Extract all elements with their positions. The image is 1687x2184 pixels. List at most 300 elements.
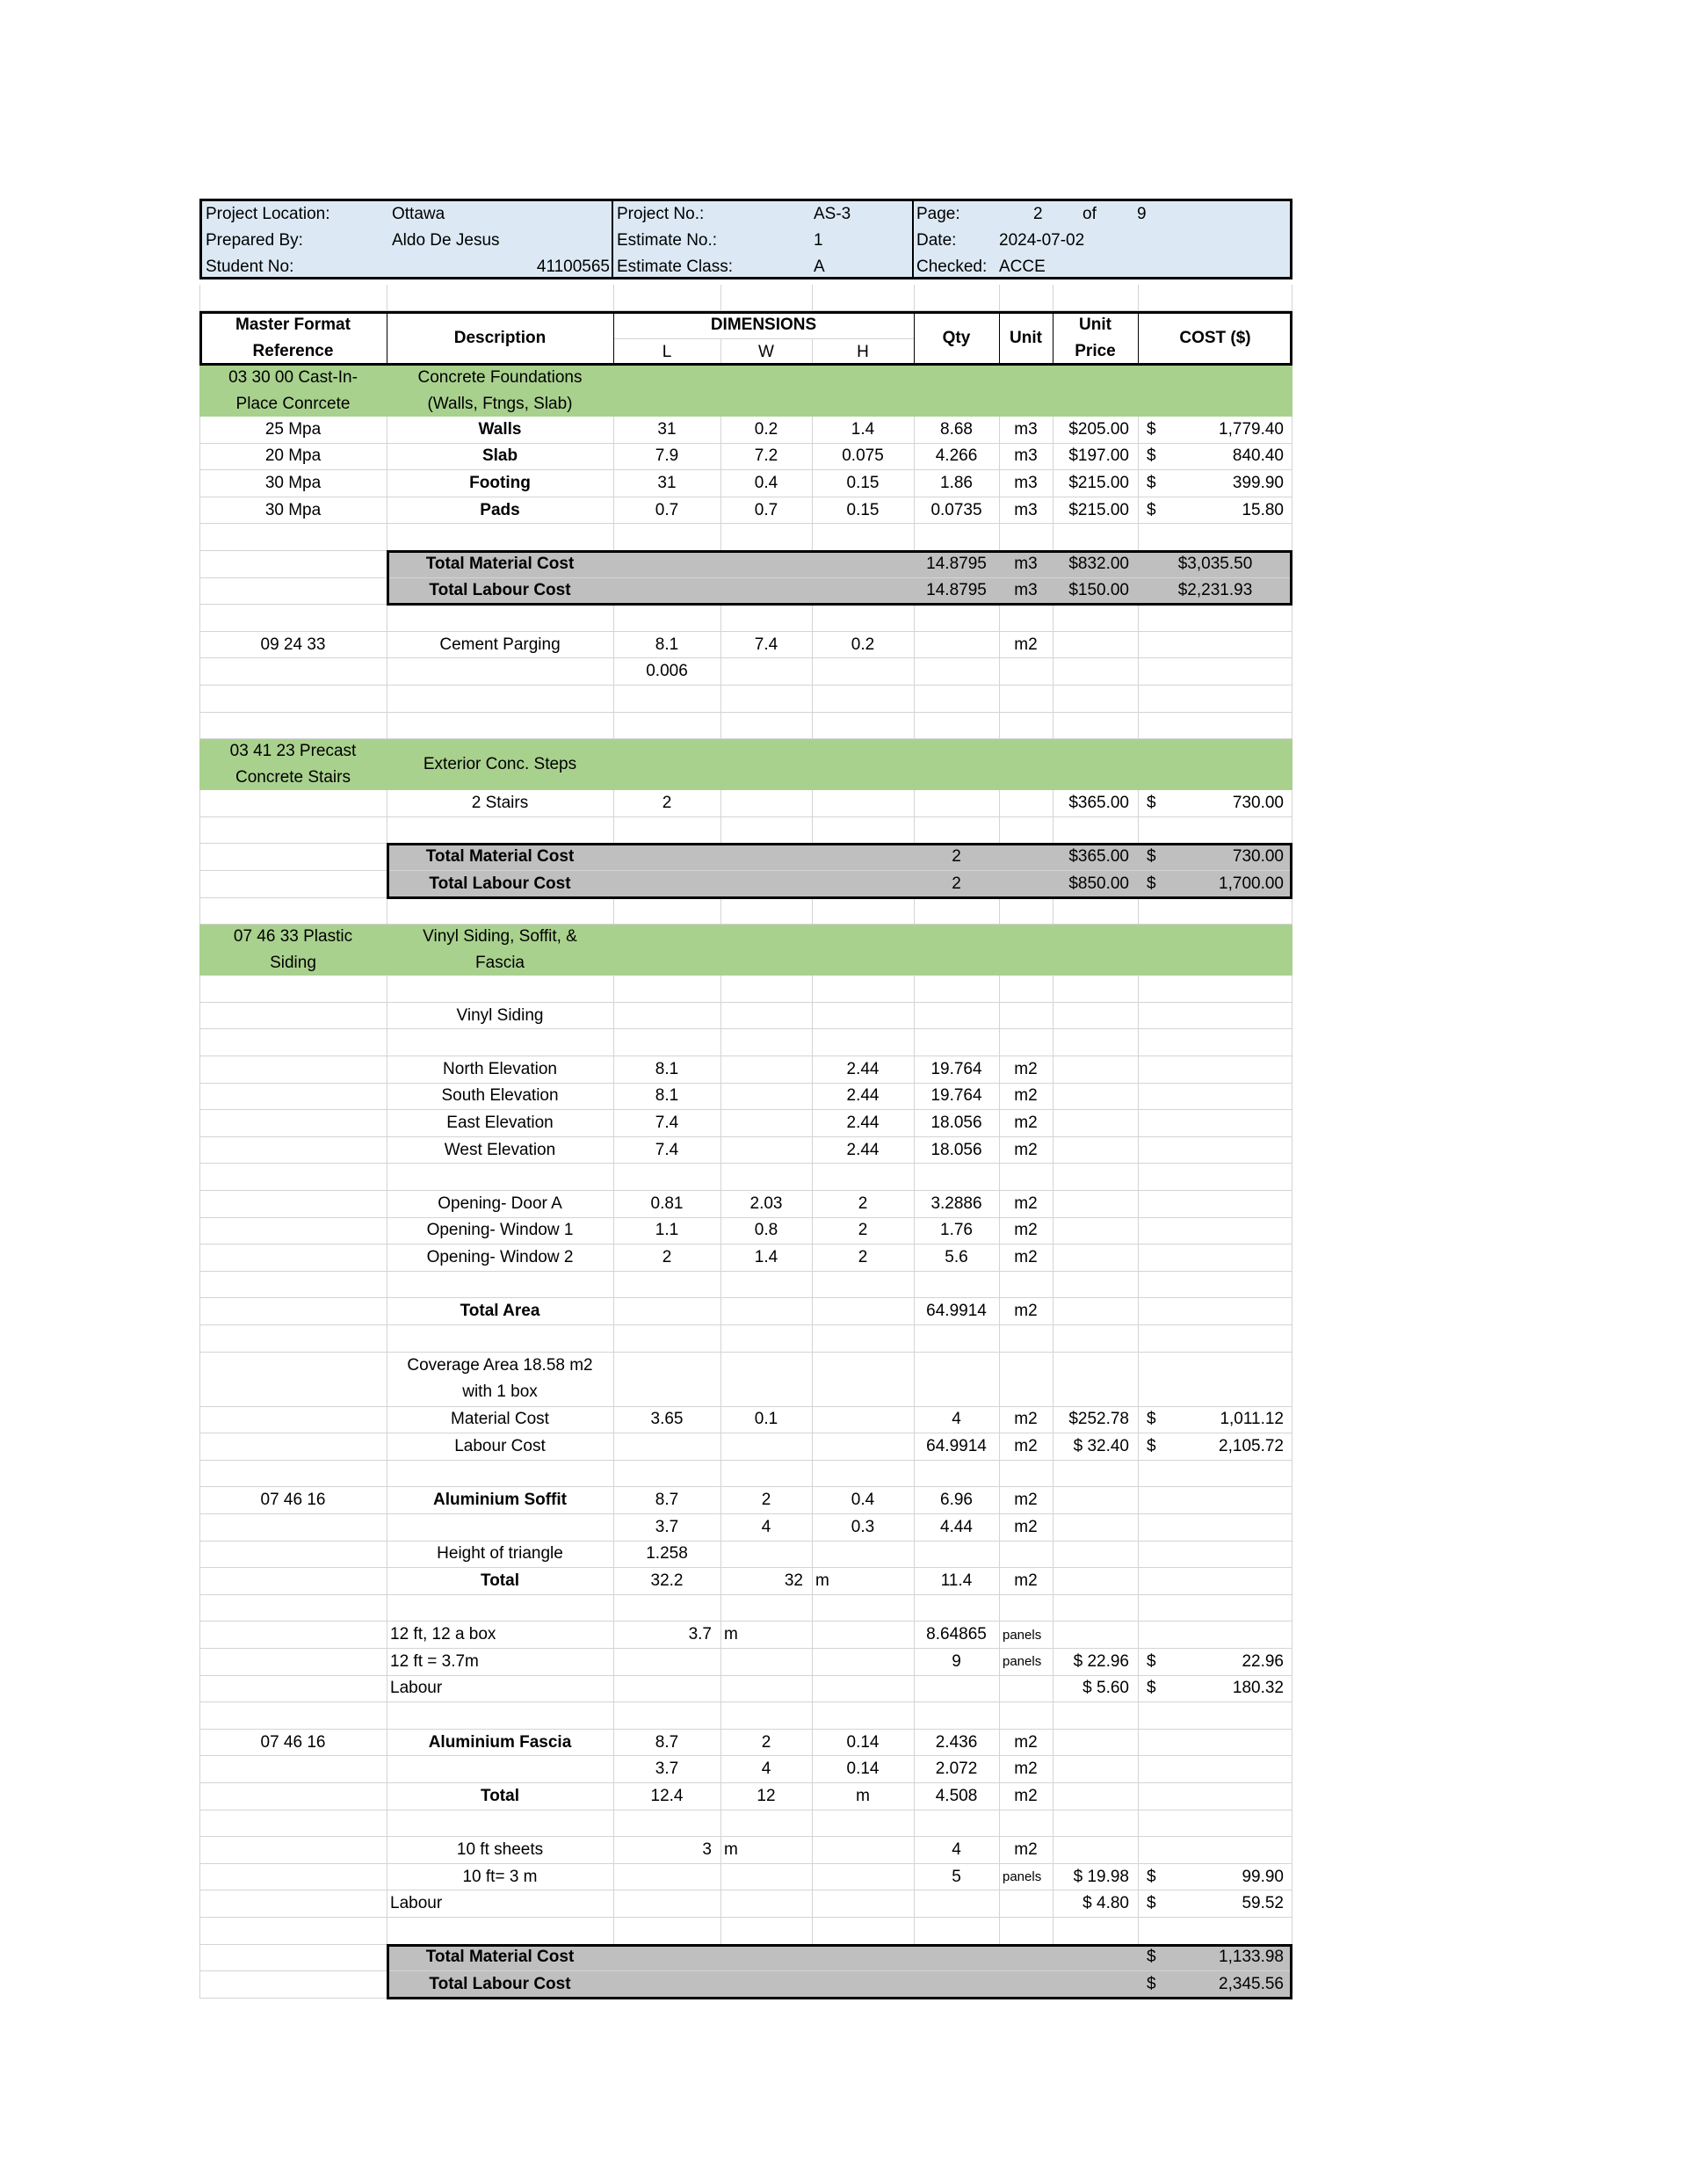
qty: 8.68 bbox=[940, 419, 973, 439]
page-of: of bbox=[1082, 205, 1097, 223]
unit: m2 bbox=[1014, 1436, 1038, 1455]
cost-value: 1,700.00 bbox=[1219, 874, 1284, 893]
col-unit-price-line1: Unit bbox=[1079, 316, 1111, 334]
dim-h: 0.15 bbox=[846, 473, 880, 492]
unit: m3 bbox=[1014, 554, 1038, 573]
dim-l: 3.65 bbox=[650, 1410, 684, 1429]
qty: 1.86 bbox=[940, 473, 973, 492]
unit: m2 bbox=[1014, 1839, 1038, 1859]
checked-by: ACCE bbox=[999, 258, 1046, 276]
unit: m2 bbox=[1014, 1760, 1038, 1779]
dim-h: 2 bbox=[858, 1247, 868, 1266]
dim-l: 8.7 bbox=[655, 1491, 679, 1510]
cost-value: 1,011.12 bbox=[1220, 1410, 1284, 1429]
cost-currency: $ bbox=[1147, 473, 1156, 492]
table-row bbox=[199, 1191, 1292, 1218]
master-format-ref: 20 Mpa bbox=[264, 446, 322, 466]
cost-currency: $ bbox=[1147, 1410, 1156, 1429]
dim-h: 0.075 bbox=[842, 446, 884, 466]
dim-l: 0.7 bbox=[655, 500, 679, 519]
dim-h: 1.4 bbox=[851, 419, 875, 439]
cost-currency: $ bbox=[1147, 1894, 1156, 1913]
cost-value: 15.80 bbox=[1242, 500, 1284, 519]
project-header bbox=[199, 199, 1292, 279]
master-format-ref: 25 Mpa bbox=[264, 419, 322, 439]
qty: 4.266 bbox=[935, 446, 978, 466]
col-dimensions: DIMENSIONS bbox=[710, 315, 817, 334]
description: South Elevation bbox=[441, 1086, 559, 1106]
total-row bbox=[199, 1945, 1292, 1972]
dim-l: 3.7 bbox=[655, 1517, 679, 1536]
table-row bbox=[199, 1487, 1292, 1514]
dim-w: 0.8 bbox=[754, 1221, 778, 1240]
dim-w: 2.03 bbox=[749, 1194, 783, 1213]
cost-value: 2,105.72 bbox=[1219, 1436, 1284, 1455]
table-row bbox=[199, 1244, 1292, 1272]
table-row bbox=[199, 1542, 1292, 1569]
project-no-label: Project No.: bbox=[617, 205, 705, 223]
total-row bbox=[199, 844, 1292, 871]
unit: m3 bbox=[1014, 581, 1038, 600]
page-total: 9 bbox=[1137, 205, 1147, 223]
student-no: 41100565 bbox=[536, 258, 610, 276]
cost-value: $3,035.50 bbox=[1177, 554, 1253, 573]
table-row bbox=[199, 1702, 1292, 1730]
description: East Elevation bbox=[446, 1113, 554, 1132]
table-row bbox=[199, 1353, 1292, 1407]
description: Total Material Cost bbox=[425, 1948, 575, 1967]
header-divider bbox=[612, 201, 613, 277]
description: 12 ft, 12 a box bbox=[390, 1625, 496, 1644]
table-row bbox=[199, 1730, 1292, 1757]
master-format-ref: 03 41 23 Precast Concrete Stairs bbox=[229, 741, 357, 787]
unit-price: $365.00 bbox=[1068, 847, 1129, 867]
dim-h: 0.2 bbox=[851, 635, 875, 654]
table-row bbox=[199, 1003, 1292, 1030]
unit: m3 bbox=[1014, 473, 1038, 492]
dim-h: 2.44 bbox=[846, 1086, 880, 1106]
qty: 64.9914 bbox=[926, 1436, 987, 1455]
description: Concrete Foundations (Walls, Ftngs, Slab) bbox=[417, 367, 583, 413]
qty: 4.44 bbox=[940, 1517, 973, 1536]
description: Aluminium Soffit bbox=[433, 1491, 567, 1510]
description: Height of triangle bbox=[437, 1544, 563, 1564]
dim-w: 0.7 bbox=[754, 500, 778, 519]
description: Total Area bbox=[460, 1302, 540, 1321]
total-row bbox=[199, 871, 1292, 898]
table-row bbox=[199, 1783, 1292, 1810]
description: Material Cost bbox=[451, 1410, 549, 1429]
description: Pads bbox=[480, 500, 520, 519]
unit: m2 bbox=[1014, 635, 1038, 654]
dim-l: 8.1 bbox=[655, 1059, 679, 1078]
dim-w: 7.2 bbox=[754, 446, 778, 466]
dim-w: 2 bbox=[761, 1491, 771, 1510]
date: 2024-07-02 bbox=[999, 231, 1085, 250]
dim-l: 32.2 bbox=[650, 1571, 684, 1590]
master-format-ref: 30 Mpa bbox=[264, 473, 322, 492]
description: Coverage Area 18.58 m2 with 1 box bbox=[407, 1356, 593, 1402]
estimate-class-label: Estimate Class: bbox=[617, 258, 733, 276]
qty: 6.96 bbox=[940, 1491, 973, 1510]
table-row bbox=[199, 497, 1292, 525]
dim-l: 7.4 bbox=[655, 1140, 679, 1159]
cost-currency: $ bbox=[1147, 419, 1156, 439]
description: Total Labour Cost bbox=[429, 581, 571, 600]
unit-price: $197.00 bbox=[1068, 446, 1129, 466]
unit-price: $215.00 bbox=[1068, 500, 1129, 519]
qty: 2.436 bbox=[935, 1732, 978, 1752]
dim-w: 2 bbox=[761, 1732, 771, 1752]
description: Vinyl Siding bbox=[456, 1005, 544, 1025]
description: Opening- Door A bbox=[438, 1194, 562, 1213]
table-row bbox=[199, 1837, 1292, 1864]
dim-l: 8.1 bbox=[655, 1086, 679, 1106]
estimate-table bbox=[199, 285, 1292, 1999]
cost-currency: $ bbox=[1147, 1867, 1156, 1886]
unit-price: $365.00 bbox=[1068, 793, 1129, 812]
unit-price: $215.00 bbox=[1068, 473, 1129, 492]
dim-w: 0.1 bbox=[754, 1410, 778, 1429]
description: Labour bbox=[390, 1894, 443, 1913]
prepared-by-label: Prepared By: bbox=[206, 231, 303, 250]
table-row bbox=[199, 658, 1292, 686]
dim-w: 32 bbox=[784, 1571, 803, 1590]
qty: 4 bbox=[952, 1410, 961, 1429]
unit-price: $ 5.60 bbox=[1082, 1679, 1129, 1698]
total-row bbox=[199, 578, 1292, 606]
unit: m2 bbox=[1014, 1140, 1038, 1159]
dim-l: 7.4 bbox=[655, 1113, 679, 1132]
table-row bbox=[199, 1056, 1292, 1084]
description: Aluminium Fascia bbox=[428, 1732, 572, 1752]
col-cost: COST ($) bbox=[1179, 329, 1251, 347]
table-row bbox=[199, 1272, 1292, 1299]
dim-h: 0.14 bbox=[846, 1732, 880, 1752]
cost-value: 399.90 bbox=[1232, 473, 1284, 492]
description: Labour bbox=[390, 1679, 443, 1698]
unit-price: $ 22.96 bbox=[1073, 1651, 1129, 1671]
cost-value: 59.52 bbox=[1242, 1894, 1284, 1913]
dim-h: 2 bbox=[858, 1194, 868, 1213]
qty: 14.8795 bbox=[926, 581, 987, 600]
cost-currency: $ bbox=[1147, 446, 1156, 466]
col-l: L bbox=[662, 342, 672, 361]
unit: m2 bbox=[1014, 1194, 1038, 1213]
description: Opening- Window 1 bbox=[426, 1221, 574, 1240]
description: Total Labour Cost bbox=[429, 874, 571, 893]
dim-l: 31 bbox=[657, 473, 677, 492]
table-row bbox=[199, 1164, 1292, 1191]
unit-price: $ 19.98 bbox=[1073, 1867, 1129, 1886]
table-row bbox=[199, 605, 1292, 632]
description: 10 ft sheets bbox=[456, 1839, 544, 1859]
prepared-by: Aldo De Jesus bbox=[392, 231, 500, 250]
col-unit-price-line2: Price bbox=[1075, 342, 1116, 360]
dim-l: 2 bbox=[662, 793, 672, 812]
unit-price: $205.00 bbox=[1068, 419, 1129, 439]
unit: m3 bbox=[1014, 500, 1038, 519]
cost-currency: $ bbox=[1147, 1436, 1156, 1455]
estimate-no-label: Estimate No.: bbox=[617, 231, 718, 250]
cost-value: 730.00 bbox=[1232, 793, 1284, 812]
dim-w-unit: m bbox=[724, 1625, 738, 1644]
unit: panels bbox=[1003, 1627, 1042, 1643]
dim-w: 1.4 bbox=[754, 1247, 778, 1266]
column-header bbox=[199, 311, 1292, 366]
unit: m2 bbox=[1014, 1491, 1038, 1510]
col-unit-price bbox=[1053, 311, 1138, 366]
col-description: Description bbox=[453, 329, 547, 347]
table-row bbox=[199, 790, 1292, 817]
table-row bbox=[199, 686, 1292, 713]
table-row bbox=[199, 285, 1292, 311]
dim-l: 12.4 bbox=[650, 1786, 684, 1805]
col-master-format-line2: Reference bbox=[252, 342, 334, 360]
qty: 19.764 bbox=[930, 1059, 982, 1078]
dim-w: 4 bbox=[761, 1760, 771, 1779]
page-number: 2 bbox=[1033, 205, 1043, 223]
section-header-row bbox=[199, 739, 1292, 790]
master-format-ref: 07 46 33 Plastic Siding bbox=[233, 926, 353, 972]
description: 2 Stairs bbox=[471, 793, 529, 812]
table-row bbox=[199, 1325, 1292, 1353]
dim-h: 0.14 bbox=[846, 1760, 880, 1779]
project-no: AS-3 bbox=[814, 205, 851, 223]
dim-l: 1.258 bbox=[646, 1544, 688, 1564]
cost-currency: $ bbox=[1147, 1948, 1156, 1967]
table-row bbox=[199, 1137, 1292, 1165]
table-row bbox=[199, 1622, 1292, 1649]
cost-value: 180.32 bbox=[1232, 1679, 1284, 1698]
cost-currency: $ bbox=[1147, 793, 1156, 812]
cost-value: 1,779.40 bbox=[1219, 419, 1284, 439]
qty: 11.4 bbox=[940, 1571, 973, 1590]
project-location-label: Project Location: bbox=[206, 205, 330, 223]
table-row bbox=[199, 1084, 1292, 1111]
master-format-ref: 09 24 33 bbox=[260, 635, 326, 654]
page-label: Page: bbox=[916, 205, 960, 223]
cost-value: 840.40 bbox=[1232, 446, 1284, 466]
table-row bbox=[199, 417, 1292, 444]
description: Total Labour Cost bbox=[429, 1974, 571, 1993]
dim-h: 2.44 bbox=[846, 1059, 880, 1078]
col-h: H bbox=[857, 342, 869, 361]
dim-l: 0.81 bbox=[650, 1194, 684, 1213]
qty: 8.64865 bbox=[926, 1625, 987, 1644]
dim-w: 7.4 bbox=[754, 635, 778, 654]
estimate-class: A bbox=[814, 258, 825, 276]
table-row bbox=[199, 1810, 1292, 1838]
cost-value: $2,231.93 bbox=[1177, 581, 1253, 600]
cost-value: 730.00 bbox=[1232, 847, 1284, 867]
unit: m2 bbox=[1014, 1059, 1038, 1078]
table-row bbox=[199, 898, 1292, 925]
qty: 4 bbox=[952, 1839, 961, 1859]
dim-h: 0.3 bbox=[851, 1517, 875, 1536]
description: Vinyl Siding, Soffit, & Fascia bbox=[423, 926, 577, 972]
description: Exterior Conc. Steps bbox=[423, 754, 577, 773]
description: Cement Parging bbox=[439, 635, 561, 654]
col-qty: Qty bbox=[942, 329, 971, 347]
section-header-row bbox=[199, 925, 1292, 976]
description: Footing bbox=[469, 473, 531, 492]
unit: m2 bbox=[1014, 1302, 1038, 1321]
cost-value: 2,345.56 bbox=[1219, 1974, 1284, 1993]
dim-l: 3.7 bbox=[655, 1760, 679, 1779]
project-location: Ottawa bbox=[392, 205, 445, 223]
table-row bbox=[199, 1890, 1292, 1918]
unit-price: $ 4.80 bbox=[1082, 1894, 1129, 1913]
unit: panels bbox=[1003, 1869, 1042, 1885]
qty: 2 bbox=[952, 847, 961, 867]
dim-h: 0.4 bbox=[851, 1491, 875, 1510]
description: West Elevation bbox=[444, 1140, 556, 1159]
qty: 3.2886 bbox=[930, 1194, 982, 1213]
table-row bbox=[199, 1676, 1292, 1703]
dim-l: 2 bbox=[662, 1247, 672, 1266]
table-row bbox=[199, 1756, 1292, 1783]
unit: panels bbox=[1003, 1654, 1042, 1670]
cost-currency: $ bbox=[1147, 1651, 1156, 1671]
dim-h-unit: m bbox=[815, 1571, 829, 1590]
dim-l: 31 bbox=[657, 419, 677, 439]
dim-l: 8.1 bbox=[655, 635, 679, 654]
table-row bbox=[199, 444, 1292, 471]
unit: m2 bbox=[1014, 1571, 1038, 1590]
table-row bbox=[199, 1864, 1292, 1891]
master-format-ref: 30 Mpa bbox=[264, 500, 322, 519]
description: Total bbox=[481, 1571, 519, 1590]
qty: 0.0735 bbox=[930, 500, 982, 519]
master-format-ref: 03 30 00 Cast-In- Place Conrcete bbox=[228, 367, 358, 413]
total-row bbox=[199, 1971, 1292, 1999]
dim-w-unit: m bbox=[724, 1839, 738, 1859]
description: 12 ft = 3.7m bbox=[390, 1651, 479, 1671]
unit: m2 bbox=[1014, 1786, 1038, 1805]
cost-currency: $ bbox=[1147, 1974, 1156, 1993]
table-row bbox=[199, 1298, 1292, 1325]
qty: 2 bbox=[952, 874, 961, 893]
unit-price: $832.00 bbox=[1068, 554, 1129, 573]
qty: 19.764 bbox=[930, 1086, 982, 1106]
table-row bbox=[199, 713, 1292, 740]
qty: 4.508 bbox=[935, 1786, 978, 1805]
header-divider bbox=[912, 201, 914, 277]
table-row bbox=[199, 1433, 1292, 1461]
master-format-ref: 07 46 16 bbox=[260, 1491, 326, 1510]
unit-price: $ 32.40 bbox=[1073, 1436, 1129, 1455]
description: Opening- Window 2 bbox=[426, 1247, 574, 1266]
table-row bbox=[199, 1918, 1292, 1945]
unit-price: $150.00 bbox=[1068, 581, 1129, 600]
unit: m2 bbox=[1014, 1517, 1038, 1536]
date-label: Date: bbox=[916, 231, 957, 250]
total-row bbox=[199, 551, 1292, 578]
dim-h: m bbox=[856, 1786, 870, 1805]
unit: m2 bbox=[1014, 1221, 1038, 1240]
qty: 5 bbox=[952, 1867, 961, 1886]
description: Total bbox=[481, 1786, 519, 1805]
table-row bbox=[199, 1649, 1292, 1676]
dim-w: 4 bbox=[761, 1517, 771, 1536]
qty: 1.76 bbox=[940, 1221, 973, 1240]
description: North Elevation bbox=[443, 1059, 557, 1078]
table-row bbox=[199, 632, 1292, 659]
table-row bbox=[199, 524, 1292, 551]
dim-l: 3 bbox=[702, 1839, 712, 1859]
cost-currency: $ bbox=[1147, 847, 1156, 867]
table-row bbox=[199, 1514, 1292, 1542]
table-row bbox=[199, 1461, 1292, 1488]
table-row bbox=[199, 976, 1292, 1003]
dim-l: 7.9 bbox=[655, 446, 679, 466]
unit: m3 bbox=[1014, 446, 1038, 466]
qty: 9 bbox=[952, 1651, 961, 1671]
description: Walls bbox=[478, 419, 522, 439]
description: Labour Cost bbox=[454, 1436, 546, 1455]
table-row bbox=[199, 1218, 1292, 1245]
description: 10 ft= 3 m bbox=[462, 1867, 538, 1886]
checked-label: Checked: bbox=[916, 258, 988, 276]
col-unit: Unit bbox=[1010, 329, 1042, 347]
cost-value: 1,133.98 bbox=[1219, 1948, 1284, 1967]
col-master-format bbox=[199, 311, 387, 366]
table-row bbox=[199, 817, 1292, 845]
description: Total Material Cost bbox=[425, 554, 575, 573]
dim-h: 0.15 bbox=[846, 500, 880, 519]
table-row bbox=[199, 470, 1292, 497]
cost-value: 22.96 bbox=[1242, 1651, 1284, 1671]
unit: m2 bbox=[1014, 1410, 1038, 1429]
dim-h: 2.44 bbox=[846, 1140, 880, 1159]
dim-l: 1.1 bbox=[655, 1221, 679, 1240]
table-row bbox=[199, 1595, 1292, 1622]
qty: 5.6 bbox=[945, 1247, 968, 1266]
unit: m2 bbox=[1014, 1732, 1038, 1752]
unit: m2 bbox=[1014, 1247, 1038, 1266]
dim-l: 8.7 bbox=[655, 1732, 679, 1752]
dim-w: 12 bbox=[757, 1786, 776, 1805]
qty: 18.056 bbox=[930, 1140, 982, 1159]
section-header-row bbox=[199, 366, 1292, 417]
dim-l: 0.006 bbox=[646, 662, 688, 681]
estimate-no: 1 bbox=[814, 231, 823, 250]
cost-currency: $ bbox=[1147, 500, 1156, 519]
cost-currency: $ bbox=[1147, 874, 1156, 893]
unit-price: $252.78 bbox=[1068, 1410, 1129, 1429]
description: Total Material Cost bbox=[425, 847, 575, 867]
unit: m3 bbox=[1014, 419, 1038, 439]
col-master-format-line1: Master Format bbox=[235, 316, 351, 334]
table-row bbox=[199, 1110, 1292, 1137]
qty: 64.9914 bbox=[926, 1302, 987, 1321]
dim-w: 0.4 bbox=[754, 473, 778, 492]
cost-value: 99.90 bbox=[1242, 1867, 1284, 1886]
dim-l: 3.7 bbox=[688, 1625, 712, 1644]
dim-h: 2.44 bbox=[846, 1113, 880, 1132]
description: Slab bbox=[481, 446, 518, 466]
unit: m2 bbox=[1014, 1113, 1038, 1132]
qty: 18.056 bbox=[930, 1113, 982, 1132]
table-row bbox=[199, 1407, 1292, 1434]
cost-currency: $ bbox=[1147, 1679, 1156, 1698]
table-row bbox=[199, 1029, 1292, 1056]
dim-h: 2 bbox=[858, 1221, 868, 1240]
table-row bbox=[199, 1568, 1292, 1595]
unit: m2 bbox=[1014, 1086, 1038, 1106]
unit-price: $850.00 bbox=[1068, 874, 1129, 893]
